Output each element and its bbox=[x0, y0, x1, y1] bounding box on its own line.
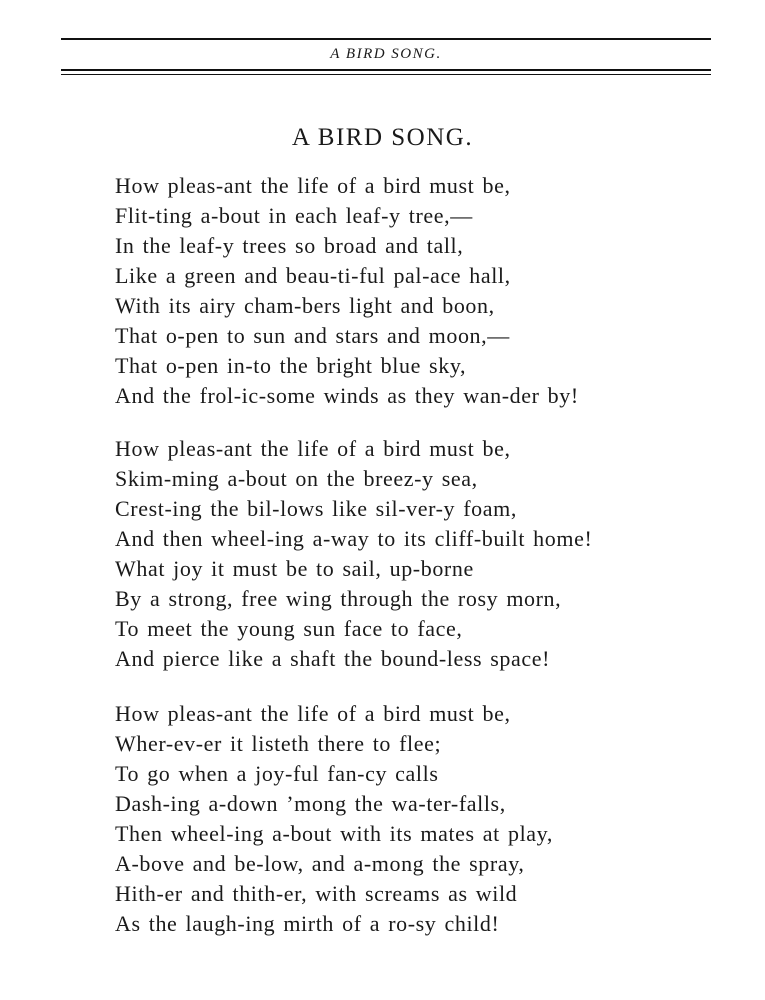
poem-line: What joy it must be to sail, up-borne bbox=[115, 556, 474, 581]
stanza-2 bbox=[115, 434, 735, 674]
poem-line: A-bove and be-low, and a-mong the spray, bbox=[115, 851, 525, 876]
poem-line: Flit-ting a-bout in each leaf-y tree,— bbox=[115, 203, 473, 228]
stanza-3 bbox=[115, 699, 735, 939]
poem-line: With its airy cham-bers light and boon, bbox=[115, 293, 495, 318]
poem-line: How pleas-ant the life of a bird must be, bbox=[115, 436, 511, 461]
poem-line: Dash-ing a-down ’mong the wa-ter-falls, bbox=[115, 791, 506, 816]
poem-line: Like a green and beau-ti-ful pal-ace hall, bbox=[115, 263, 511, 288]
poem-line: How pleas-ant the life of a bird must be, bbox=[115, 701, 511, 726]
poem-line: That o-pen in-to the bright blue sky, bbox=[115, 353, 467, 378]
header-rule-bottom bbox=[61, 69, 711, 71]
header-rule-bottom-thin bbox=[61, 74, 711, 75]
poem-line: How pleas-ant the life of a bird must be, bbox=[115, 173, 511, 198]
poem-line: As the laugh-ing mirth of a ro-sy child! bbox=[115, 911, 500, 936]
poem-line: To meet the young sun face to face, bbox=[115, 616, 463, 641]
poem-line: By a strong, free wing through the rosy morn, bbox=[115, 586, 562, 611]
poem-line: To go when a joy-ful fan-cy calls bbox=[115, 761, 439, 786]
poem-line: And pierce like a shaft the bound-less space! bbox=[115, 646, 551, 671]
stanza-1 bbox=[115, 171, 735, 411]
header-rule-top bbox=[61, 38, 711, 40]
poem-line: Skim-ming a-bout on the breez-y sea, bbox=[115, 466, 478, 491]
poem-line: And the frol-ic-some winds as they wan-der by! bbox=[115, 383, 579, 408]
poem-line: Crest-ing the bil-lows like sil-ver-y foam, bbox=[115, 496, 517, 521]
poem-title: A BIRD SONG. bbox=[291, 124, 474, 151]
poem-line: And then wheel-ing a-way to its cliff-built home! bbox=[115, 526, 593, 551]
running-head: A BIRD SONG. bbox=[330, 46, 442, 62]
poem-line: Then wheel-ing a-bout with its mates at play, bbox=[115, 821, 553, 846]
poem-line: In the leaf-y trees so broad and tall, bbox=[115, 233, 464, 258]
poem-line: Wher-ev-er it listeth there to flee; bbox=[115, 731, 442, 756]
poem-line: That o-pen to sun and stars and moon,— bbox=[115, 323, 510, 348]
poem-line: Hith-er and thith-er, with screams as wild bbox=[115, 881, 518, 906]
